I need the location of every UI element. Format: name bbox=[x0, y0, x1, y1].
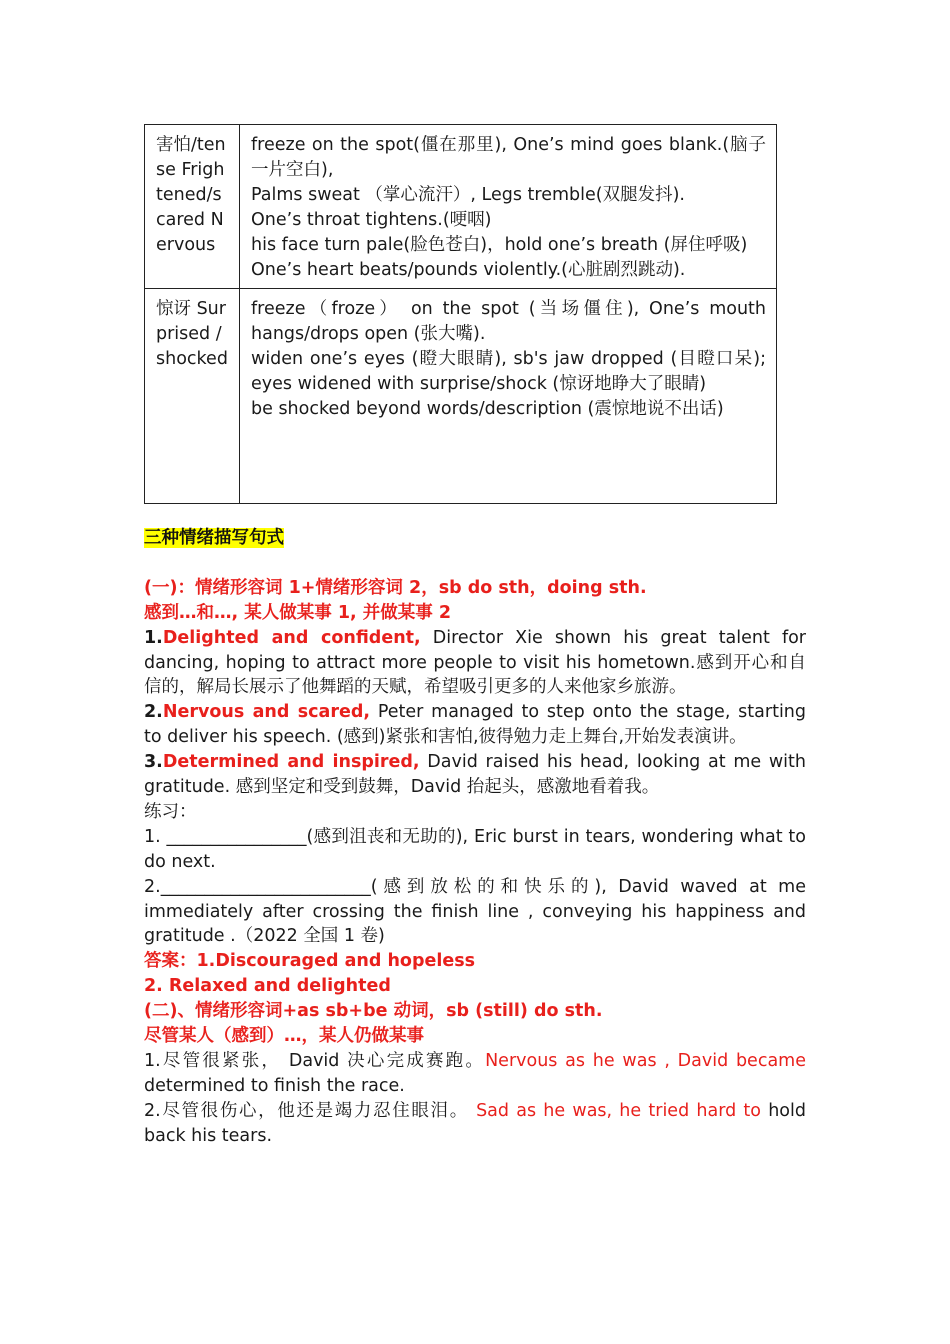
expression-line: One’s throat tightens.(哽咽) bbox=[251, 209, 492, 230]
pattern-heading-1: (一)：情绪形容词 1+情绪形容词 2，sb do sth，doing sth. bbox=[144, 577, 647, 598]
practice-label: 练习： bbox=[144, 801, 197, 822]
answer-line: 答案：1.Discouraged and hopeless bbox=[144, 951, 476, 972]
practice-item: 2.________________________(感到放松的和快乐的), David waved at me immediately after crossing the finish line , conveying his happiness and gratitude .（2022 全国 1 卷) bbox=[144, 876, 806, 947]
practice-item: 1. ________________(感到沮丧和无助的), Eric burst in tears, wondering what to do next. bbox=[144, 826, 806, 872]
expression-cell bbox=[240, 125, 777, 289]
expression-line: widen one’s eyes (瞪大眼睛), sb's jaw dropped (目瞪口呆); eyes widened with surprise/shock (惊讶地睁大了眼睛) bbox=[251, 349, 766, 395]
expression-line: Palms sweat （掌心流汗）, Legs tremble(双腿发抖). bbox=[251, 184, 685, 205]
example-sentence: 1.Delighted and confident, Director Xie shown his great talent for dancing, hoping to attract more people to visit his hometown.感到开心和自信的，解局长展示了他舞蹈的天赋，希望吸引更多的人来他家乡旅游。 bbox=[144, 627, 807, 698]
table-row bbox=[145, 289, 777, 504]
body-text bbox=[144, 526, 806, 1149]
answer-line: 2. Relaxed and delighted bbox=[144, 976, 391, 997]
emotion-table bbox=[144, 124, 777, 504]
pattern-heading-2: (二)、情绪形容词+as sb+be 动词，sb (still) do sth. bbox=[144, 1001, 603, 1022]
emotion-cell: 惊讶 Surprised / shocked bbox=[145, 289, 240, 504]
expression-line: his face turn pale(脸色苍白)，hold one’s breath (屏住呼吸) bbox=[251, 234, 748, 255]
expression-line: freeze on the spot(僵在那里), One’s mind goes blank.(脑子一片空白), bbox=[251, 135, 766, 180]
section-title: 三种情绪描写句式 bbox=[144, 528, 284, 548]
expression-cell bbox=[240, 289, 777, 504]
table-row bbox=[145, 125, 777, 289]
pattern-meaning-2: 尽管某人（感到）…，某人仍做某事 bbox=[144, 1026, 424, 1047]
example-sentence: 2.Nervous and scared, Peter managed to step onto the stage, starting to deliver his speech. (感到)紧张和害怕,彼得勉力走上舞台,开始发表演讲。 bbox=[144, 702, 807, 748]
example-sentence: 2.尽管很伤心，他还是竭力忍住眼泪。 Sad as he was, he tried hard to hold back his tears. bbox=[144, 1100, 806, 1146]
blank-line bbox=[144, 551, 806, 576]
pattern-meaning-1: 感到…和…, 某人做某事 1, 并做某事 2 bbox=[144, 602, 452, 623]
example-sentence: 3.Determined and inspired, David raised his head, looking at me with gratitude. 感到坚定和受到鼓舞，David 抬起头，感激地看着我。 bbox=[144, 752, 806, 798]
expression-line: freeze（froze） on the spot (当场僵住), One’s mouth hangs/drops open (张大嘴). bbox=[251, 299, 766, 345]
expression-line: be shocked beyond words/description (震惊地说不出话) bbox=[251, 399, 724, 420]
example-sentence: 1.尽管很紧张， David 决心完成赛跑。Nervous as he was , David became determined to finish the race. bbox=[144, 1051, 806, 1096]
expression-line: One’s heart beats/pounds violently.(心脏剧烈跳动). bbox=[251, 259, 686, 280]
emotion-cell: 害怕/tense Frightened/scared Nervous bbox=[145, 125, 240, 289]
